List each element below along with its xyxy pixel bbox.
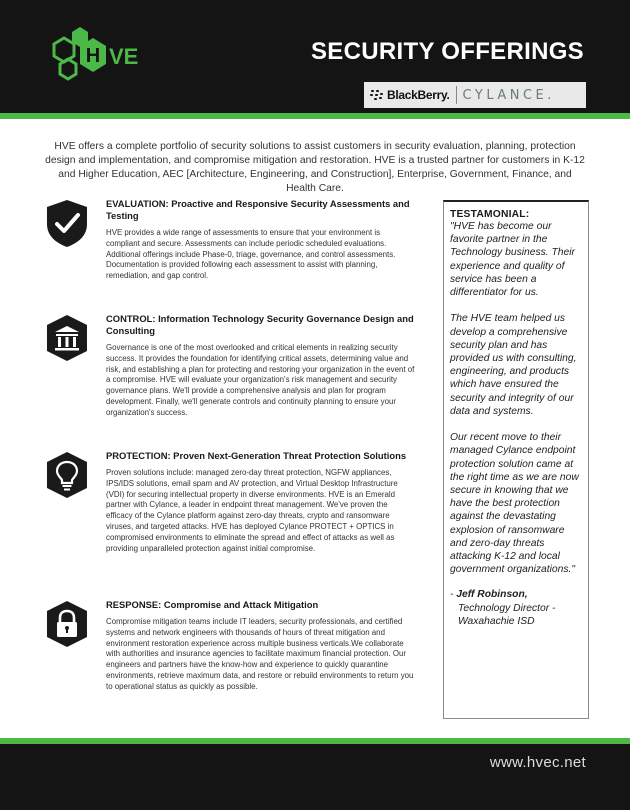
section-heading: RESPONSE: Compromise and Attack Mitigation xyxy=(106,599,319,610)
section-text: HVE provides a wide range of assessments to ensure that your environment is compliant and secure. Assessments can include periodic scheduled evaluations. Additional offerings include Phase-0, triage, governance, and control assessments. Documentation is provided following each assessment to assist with planning, remediation, and gap control. xyxy=(106,228,396,281)
author-title: Technology Director - xyxy=(458,602,556,614)
section-body xyxy=(106,599,416,693)
testimonial-box xyxy=(443,200,589,719)
svg-text:H: H xyxy=(85,45,101,67)
page-footer xyxy=(0,744,630,810)
testimonial-label: TESTAMONIAL: xyxy=(450,209,530,220)
page-title: SECURITY OFFERINGS xyxy=(311,38,584,65)
bank-building-icon xyxy=(44,313,90,363)
author-org: Waxahachie ISD xyxy=(458,615,535,627)
section-text: Proven solutions include: managed zero-day threat protection, NGFW appliances, IPS/IDS solutions, email spam and AV protection, and Virtual Desktop Infrastructure (VDI) for securing intellectual property in diverse environments. HVE is an Emerald partner with Cylance, a leader in endpoint threat management. We've proven the efficacy of the Cylance platform against zero-day threats, crypto and ransomware viruses, and targeted attacks. HVE has deployed Cylance PROTECT + OPTICS in compromised environments to eliminate the spread and effect of attacks as well as providing unparalleled protection against initial compromise. xyxy=(106,468,398,553)
section-body xyxy=(106,198,416,282)
section-heading: PROTECTION: Proven Next-Generation Threat Protection Solutions xyxy=(106,450,407,461)
section-heading: EVALUATION: Proactive and Responsive Security Assessments and Testing xyxy=(106,198,410,221)
logo-text: VE xyxy=(109,44,139,69)
cylance-text: CYLANCE. xyxy=(462,87,555,103)
blackberry-text: BlackBerry. xyxy=(387,88,450,102)
partner-divider xyxy=(456,86,457,104)
page-header xyxy=(0,0,630,113)
section-body xyxy=(106,450,416,554)
section-body xyxy=(106,313,416,419)
blackberry-logo xyxy=(370,88,450,102)
testimonial-author xyxy=(450,588,582,628)
hve-logo-icon xyxy=(40,24,160,94)
testimonial-quote: "HVE has become our favorite partner in the Technology business. Their experience and quality of service has been a differentiator for us. The HVE team helped us develop a comprehensive security plan and has provided us with consulting, engineering, and products which have ensured the security and integrity of our data and systems. Our recent move to their managed Cylance endpoint protection solution came at the right time as we are now secure in knowing that we have the best protection against the devastating explosion of ransomware and zero-day threats attacking K-12 and local government organizations." xyxy=(450,221,579,576)
website-link[interactable]: www.hvec.net xyxy=(489,754,586,771)
padlock-icon xyxy=(44,599,90,649)
shield-check-icon xyxy=(44,198,90,248)
section-heading: CONTROL: Information Technology Security Governance Design and Consulting xyxy=(106,313,414,336)
author-prefix: - xyxy=(450,589,457,601)
header-accent-stripe xyxy=(0,113,630,119)
author-name: Jeff Robinson, xyxy=(456,589,528,601)
section-text: Compromise mitigation teams include IT leaders, security professionals, and certified systems and network engineers with thousands of hours of threat mitigation and environment restoration experience across multiple business verticals.We collaborate with authorities and insurance agencies to facilitate maximum financial protection. Our engineers and partners have the know-how and experience to quickly quarantine environments, retrieve maximum data, and restore or rebuild environments to return you to operational status as quickly as possible. xyxy=(106,617,414,691)
lightbulb-icon xyxy=(44,450,90,500)
blackberry-dots-icon xyxy=(370,90,384,100)
partner-logos xyxy=(364,82,586,108)
section-text: Governance is one of the most overlooked and critical elements in realizing security success. It provides the foundation for identifying critical assets, determining value and risk, and establishing a plan for protecting and restoring your organization in the event of a compromise. HVE will evaluate your organization's risk management and security governance plans. We'll provide a comprehensive analysis and plan for program development. Finally, we'll generate controls and continuity planning to ensure your organization's success. xyxy=(106,343,415,417)
intro-paragraph: HVE offers a complete portfolio of security solutions to assist customers in security evaluation, planning, protection design and implementation, and compromise mitigation and restoration. HVE is a trusted partner for customers in K-12 and Higher Education, AEC [Architecture, Engineering, and Construction], Enterprise, Government, Finance, and Health Care. xyxy=(45,141,585,194)
